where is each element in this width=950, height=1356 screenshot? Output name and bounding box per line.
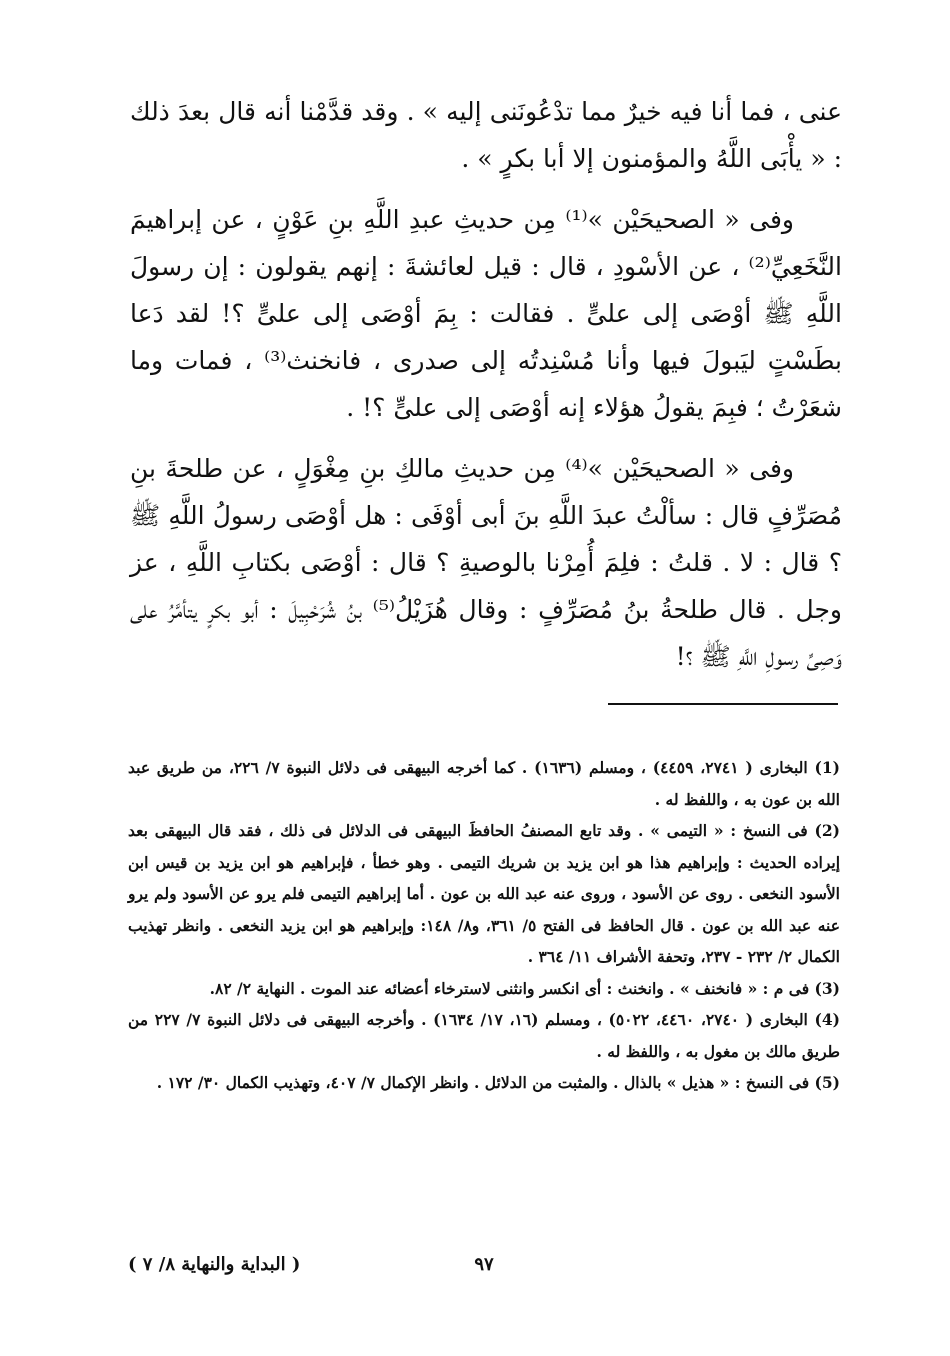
footnote-4: (4) البخارى ( ٢٧٤٠، ٤٤٦٠، ٥٠٢٢) ، ومسلم (١٦، ١٧/ ١٦٣٤) . وأخرجه البيهقى فى دلائل النبوة ٧/ ٢٢٧ من طريق مالك بن مغول به ، واللفظ له . xyxy=(128,1010,840,1061)
page-footer xyxy=(128,1254,840,1294)
main-text xyxy=(130,88,842,694)
footnote-5: (5) فى النسخ : « هذيل » بالذال . والمثبت من الدلائل . وانظر الإكمال ٧/ ٤٠٧، وتهذيب الكمال ٣٠/ ١٧٢ . xyxy=(156,1073,840,1092)
paragraph-3: وفى « الصحيحَيْن »⁽⁴⁾ مِن حديثِ مالكِ بنِ مِغْوَلٍ ، عن طلحةَ بنِ مُصَرِّفٍ قال : سألْتُ عبدَ اللَّهِ بنَ أبى أوْفَى : هل أوْصَى رسولُ اللَّهِ ﷺ ؟ قال : لا . قلتُ : فلِمَ أُمِرْنا بالوصيةِ ؟ قال : أوْصَى بكتابِ اللَّهِ ، عز وجل . قال طلحةُ بنُ مُصَرِّفٍ : وقال هُزَيْلُ⁽⁵⁾ بنُ شُرَحْبِيلَ : أبو بكرٍ يتأمَّرُ على وَصِىِّ رسولِ اللَّهِ ﷺ ؟! xyxy=(130,454,842,671)
paragraph-1: عنى ، فما أنا فيه خيرٌ مما تدْعُونَنى إليه » . وقد قدَّمْنا أنه قال بعدَ ذلك : « يأْبَى اللَّهُ والمؤمنون إلا أبا بكرٍ » . xyxy=(130,97,842,173)
page-number: ٩٧ xyxy=(474,1254,494,1275)
footnote-separator xyxy=(608,703,838,705)
footnote-3: (3) فى م : « فانخنف » . وانخنث : أى انكسر وانثنى لاسترخاء أعضائه عند الموت . النهاية ٢/ ٨٢. xyxy=(209,978,840,998)
footnotes xyxy=(128,752,840,1099)
footnote-1: (1) البخارى ( ٢٧٤١، ٤٤٥٩) ، ومسلم (١٦٣٦) . كما أخرجه البيهقى فى دلائل النبوة ٧/ ٢٢٦، من طريق عبد الله بن عون به ، واللفظ له . xyxy=(128,758,840,809)
paragraph-2: وفى « الصحيحَيْن »⁽¹⁾ مِن حديثِ عبدِ اللَّهِ بنِ عَوْنٍ ، عن إبراهيمَ النَّخَعِيِّ⁽²⁾ ، عن الأسْودِ ، قال : قيل لعائشةَ : إنهم يقولون : إن رسولَ اللَّهِ ﷺ أوْصَى إلى علىٍّ . فقالت : بِمَ أوْصَى إلى علىٍّ ؟! لقد دَعا بطَسْتٍ ليَبولَ فيها وأنا مُسْنِدتُه إلى صدرى ، فانخنث⁽³⁾ ، فمات وما شعَرْتُ ؛ فبِمَ يقولُ هؤلاء إنه أوْصَى إلى علىٍّ ؟! . xyxy=(130,205,843,422)
footnote-2: (2) فى النسخ : « التيمى » . وقد تابع المصنفُ الحافظَ البيهقى فى الدلائل فى ذلك ، فقد قال البيهقى بعد إيراده الحديث : وإبراهيم هذا هو ابن يزيد بن شريك التيمى . وهو خطأ ، فإبراهيم هو ابن يزيد بن قيس ابن الأسود النخعى . روى عن الأسود ، وروى عنه عبد الله بن عون . أما إبراهيم التيمى فلم يرو عن الأسود ولم يرو عنه عبد الله بن عون . قال الحافظ فى الفتح ٥/ ٣٦١، و٨/ ١٤٨: وإبراهيم هو ابن يزيد النخعى . وانظر تهذيب الكمال ٢/ ٢٣٢ - ٢٣٧، وتحفة الأشراف ١١/ ٣٦٤ . xyxy=(128,821,840,966)
running-title: ( البداية والنهاية ٨/ ٧ ) xyxy=(128,1254,301,1275)
